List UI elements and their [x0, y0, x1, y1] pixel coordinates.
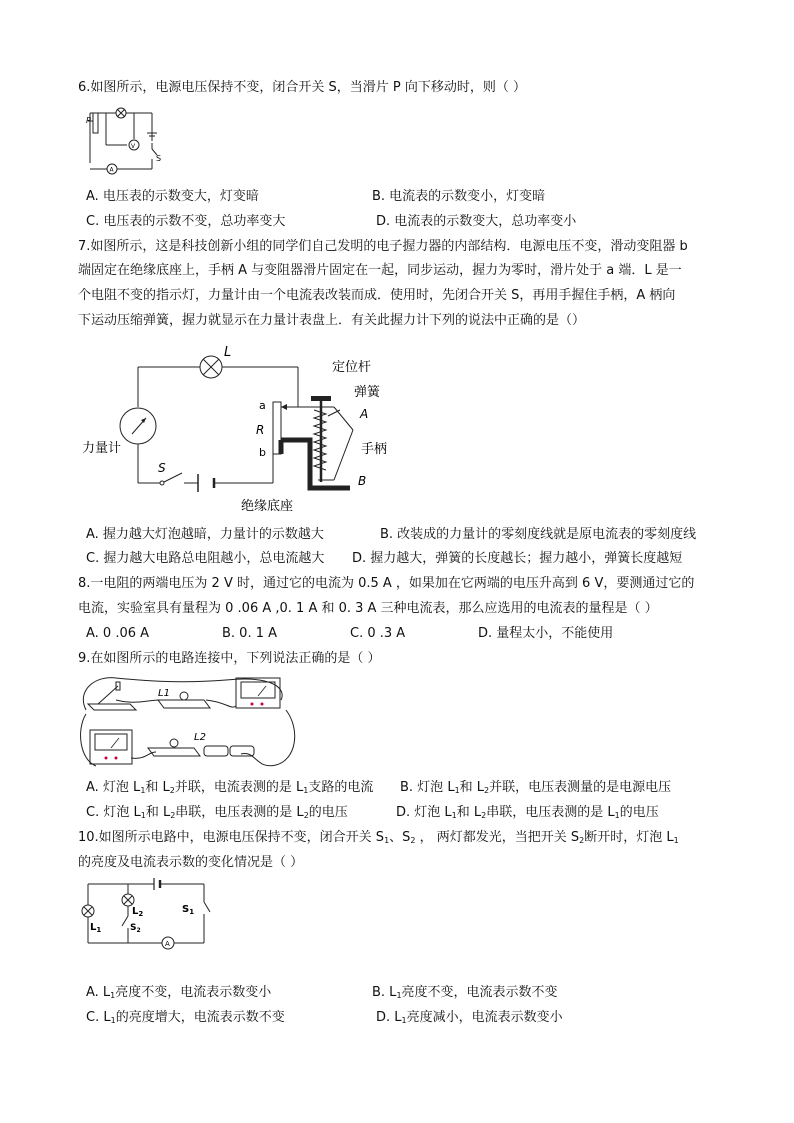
q9-physical-circuit-photo [76, 670, 301, 778]
q6-circuit-diagram [86, 103, 166, 173]
q8-option-d[interactable]: D. 量程太小，不能使用 [478, 626, 614, 641]
q10-stem-line1: 10.如图所示电路中，电源电压保持不变，闭合开关 $S_1$、$S_2$ ， 两灯都发光，当把开关 $S_2$断开时，灯泡 $L_1$ [78, 830, 679, 845]
q10-option-a[interactable]: A. $L_1$亮度不变，电流表示数变小 [86, 985, 272, 1000]
q6-label-a: A [109, 166, 114, 174]
q6-option-c[interactable]: C. 电压表的示数不变，总功率变大 [86, 214, 286, 229]
q7-label-s: S [158, 461, 166, 475]
q7-option-b[interactable]: B. 改装成的力量计的零刻度线就是原电流表的零刻度线 [380, 527, 697, 542]
q10-label-s1: $S_1$ [182, 904, 195, 916]
q7-option-d[interactable]: D. 握力越大，弹簧的长度越长；握力越小，弹簧长度越短 [352, 551, 683, 566]
q10-option-d[interactable]: D. $L_1$亮度减小，电流表示数变小 [376, 1010, 563, 1025]
q7-label-a: a [259, 399, 266, 412]
q7-label-handle-a: A [360, 407, 369, 421]
q10-label-l1: $L_1$ [90, 922, 102, 934]
q8-option-c[interactable]: C. 0 .3 A [350, 626, 406, 641]
q7-option-a[interactable]: A. 握力越大灯泡越暗，力量计的示数越大 [86, 527, 324, 542]
q7-option-c[interactable]: C. 握力越大电路总电阻越小，总电流越大 [86, 551, 325, 566]
q7-stem-line4: 下运动压缩弹簧，握力就显示在力量计表盘上．有关此握力计下列的说法中正确的是（） [78, 313, 586, 328]
q7-label-b: b [259, 446, 266, 459]
q9-option-d[interactable]: D. 灯泡 $L_1$和 $L_2$串联，电压表测的是 $L_1$的电压 [396, 805, 659, 820]
q9-label-l2: L2 [194, 732, 206, 743]
q9-stem: 9.在如图所示的电路连接中，下列说法正确的是（ ） [78, 651, 381, 666]
q8-stem-line1: 8.一电阻的两端电压为 2 V 时，通过它的电流为 0.5 A ，如果加在它两端的电压升高到 6 V，要测通过它的 [78, 576, 695, 591]
q6-option-a[interactable]: A. 电压表的示数变大，灯变暗 [86, 189, 259, 204]
q7-stem-line3: 个电阻不变的指示灯，力量计由一个电流表改装而成．使用时，先闭合开关 S，再用手握住手柄，A 柄向 [78, 288, 676, 303]
q9-option-b[interactable]: B. 灯泡 $L_1$和 $L_2$并联，电压表测量的是电源电压 [400, 780, 672, 795]
q7-label-gauge: 力量计 [82, 441, 122, 456]
q7-label-b-end: B [358, 474, 367, 488]
q6-option-b[interactable]: B. 电流表的示数变小，灯变暗 [372, 189, 546, 204]
q8-option-a[interactable]: A. 0 .06 A [86, 626, 150, 641]
q7-label-spring: 弹簧 [354, 385, 381, 400]
q7-grip-device-diagram [78, 340, 408, 515]
q9-option-a[interactable]: A. 灯泡 $L_1$和 $L_2$并联，电流表测的是 $L_1$支路的电流 [86, 780, 374, 795]
q7-label-rod: 定位杆 [332, 360, 372, 375]
q7-label-l: L [224, 345, 232, 360]
q7-label-base: 绝缘底座 [241, 499, 294, 514]
q10-label-l2: $L_2$ [132, 906, 144, 918]
q10-circuit-diagram [78, 878, 218, 950]
q8-stem-line2: 电流，实验室具有量程为 0 .06 A ,0. 1 A 和 0. 3 A 三种电流表，那么应选用的电流表的量程是（ ） [78, 601, 658, 616]
q6-label-v: V [131, 143, 136, 150]
q10-stem-line2: 的亮度及电流表示数的变化情况是（ ） [78, 855, 304, 870]
q7-label-r: R [256, 423, 265, 437]
q9-label-l1: L1 [158, 688, 170, 699]
q8-option-b[interactable]: B. 0. 1 A [222, 626, 278, 641]
q6-label-p: P [86, 116, 91, 125]
q6-label-s: S [156, 154, 162, 163]
q7-label-handle: 手柄 [361, 442, 388, 457]
q10-label-a: A [165, 940, 170, 948]
q10-option-c[interactable]: C. $L_1$的亮度增大，电流表示数不变 [86, 1010, 285, 1025]
q10-option-b[interactable]: B. $L_1$亮度不变，电流表示数不变 [372, 985, 558, 1000]
q7-stem-line2: 端固定在绝缘底座上，手柄 A 与变阻器滑片固定在一起，同步运动，握力为零时，滑片处于 a 端．L 是一 [78, 263, 682, 278]
q10-label-s2: $S_2$ [130, 923, 141, 934]
q6-option-d[interactable]: D. 电流表的示数变大，总功率变小 [376, 214, 577, 229]
q6-stem: 6.如图所示，电源电压保持不变，闭合开关 S，当滑片 P 向下移动时，则（ ） [78, 80, 527, 95]
q7-stem-line1: 7.如图所示，这是科技创新小组的同学们自己发明的电子握力器的内部结构．电源电压不变，滑动变阻器 b [78, 239, 688, 254]
q9-option-c[interactable]: C. 灯泡 $L_1$和 $L_2$串联，电压表测的是 $L_2$的电压 [86, 805, 348, 820]
